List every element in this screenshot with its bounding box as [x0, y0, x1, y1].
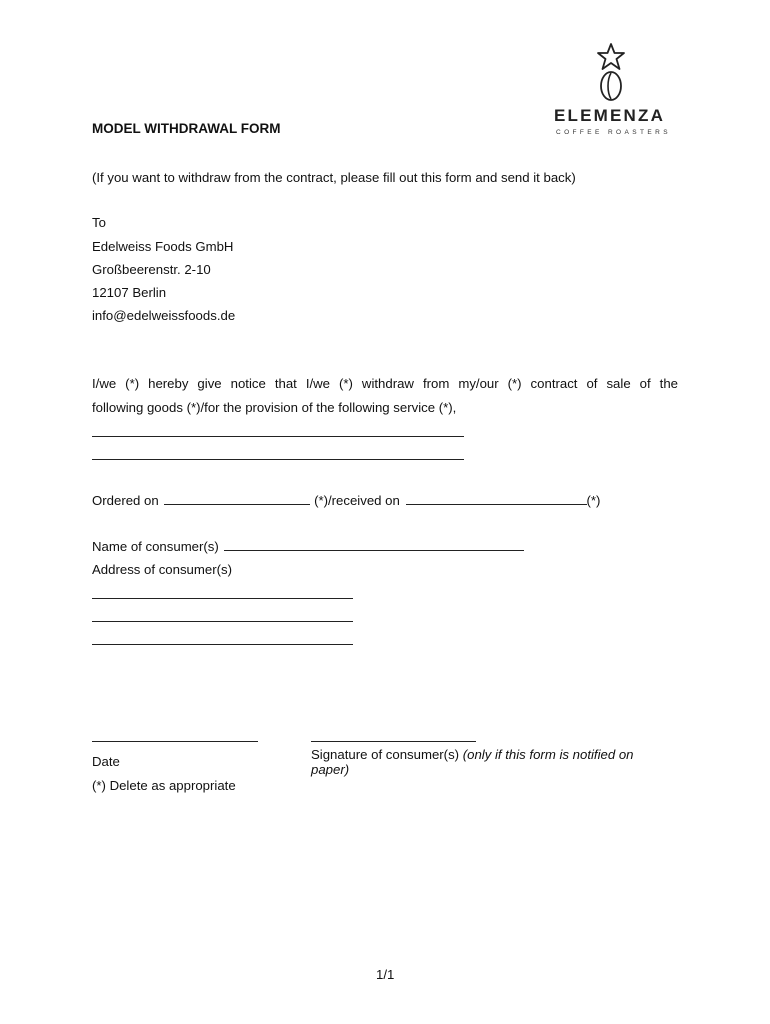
ordered-label: Ordered on	[92, 493, 159, 508]
logo-wordmark: ELEMENZA	[554, 106, 666, 125]
recipient-city: 12107 Berlin	[92, 285, 167, 300]
ordered-date-field[interactable]	[164, 493, 310, 505]
address-line-2[interactable]	[92, 621, 353, 622]
name-row	[92, 538, 524, 555]
star-coffee-bean-icon	[594, 42, 628, 104]
signature-label-text: Signature of consumer(s)	[311, 747, 460, 762]
logo-tagline: COFFEE ROASTERS	[556, 129, 671, 136]
signature-field[interactable]	[311, 741, 476, 742]
received-suffix: (*)	[586, 493, 601, 508]
signature-label	[311, 747, 671, 777]
form-intro: (If you want to withdraw from the contract, please fill out this form and send it back)	[92, 170, 576, 185]
date-label: Date	[92, 754, 120, 769]
delete-note: (*) Delete as appropriate	[92, 778, 236, 793]
received-date-field[interactable]	[406, 493, 587, 505]
form-title: MODEL WITHDRAWAL FORM	[92, 121, 281, 136]
goods-line-1[interactable]	[92, 436, 464, 437]
logo	[550, 42, 674, 142]
notice-line-2: following goods (*)/for the provision of the following service (*),	[92, 400, 457, 415]
recipient-company: Edelweiss Foods GmbH	[92, 239, 234, 254]
page-number: 1/1	[376, 967, 395, 982]
goods-line-2[interactable]	[92, 459, 464, 460]
notice-line-1: I/we (*) hereby give notice that I/we (*) withdraw from my/our (*) contract of sale of the	[92, 376, 678, 391]
ordered-row	[92, 492, 600, 509]
date-field[interactable]	[92, 741, 258, 742]
address-line-3[interactable]	[92, 644, 353, 645]
received-label: (*)/received on	[314, 493, 400, 508]
recipient-email: info@edelweissfoods.de	[92, 308, 236, 323]
address-label: Address of consumer(s)	[92, 562, 232, 577]
signature-note: (only if this form is notified on paper)	[311, 747, 634, 777]
recipient-street: Großbeerenstr. 2-10	[92, 262, 211, 277]
name-field[interactable]	[224, 539, 524, 551]
name-label: Name of consumer(s)	[92, 539, 219, 554]
recipient-to: To	[92, 215, 106, 230]
address-line-1[interactable]	[92, 598, 353, 599]
